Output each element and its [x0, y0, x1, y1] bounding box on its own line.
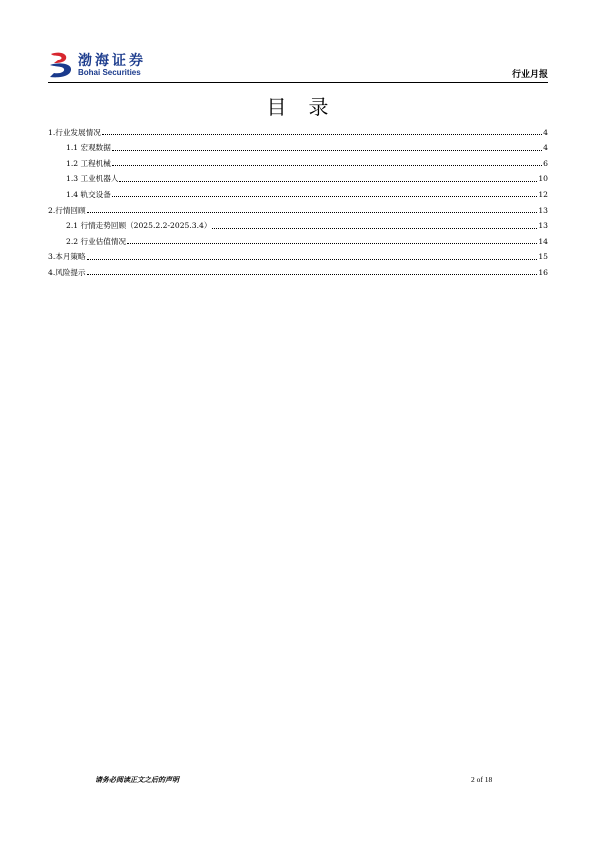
bohai-logo-icon: [48, 51, 74, 79]
toc-leader-dots: [119, 181, 537, 182]
page-number: 2 of 18: [471, 775, 493, 784]
toc-entry[interactable]: [48, 261, 548, 277]
toc-title: 目录: [266, 95, 351, 119]
toc-leader-dots: [127, 243, 537, 244]
header-divider: [48, 82, 548, 83]
toc-entry-label: 2.行情回顾: [48, 205, 86, 215]
toc-entry-page: 4: [543, 127, 548, 137]
toc-entry[interactable]: [48, 168, 548, 184]
toc-entry-label: 1.行业发展情况: [48, 127, 101, 137]
toc-leader-dots: [87, 212, 538, 213]
toc-leader-dots: [112, 165, 542, 166]
page-header: [48, 48, 548, 82]
toc-entry[interactable]: [48, 230, 548, 246]
toc-entry-page: 6: [543, 158, 548, 168]
toc-entry-page: 16: [538, 267, 548, 277]
toc-entry-label: 3.本月策略: [48, 252, 86, 262]
bohai-securities-logo: [48, 48, 178, 82]
toc-entry[interactable]: [48, 246, 548, 262]
logo-chinese-name: 渤海证券: [78, 53, 146, 69]
disclaimer-note: 请务必阅读正文之后的声明: [95, 776, 179, 784]
table-of-contents: [48, 121, 548, 277]
toc-entry-label: 1.3 工业机器人: [66, 174, 119, 184]
toc-entry[interactable]: [48, 183, 548, 199]
toc-leader-dots: [212, 228, 537, 229]
toc-entry-label: 1.2 工程机械: [66, 158, 111, 168]
report-type-label: 行业月报: [511, 70, 548, 80]
toc-entry-page: 14: [538, 236, 548, 246]
toc-entry-page: 12: [538, 189, 548, 199]
toc-entry-page: 10: [538, 174, 548, 184]
toc-leader-dots: [87, 259, 538, 260]
toc-entry[interactable]: [48, 137, 548, 153]
toc-entry-label: 2.2 行业估值情况: [66, 236, 127, 246]
toc-leader-dots: [112, 150, 542, 151]
toc-entry-label: 2.1 行情走势回顾（2025.2.2-2025.3.4）: [66, 221, 212, 231]
logo-english-name: Bohai Securities: [78, 68, 141, 77]
toc-leader-dots: [87, 274, 538, 275]
toc-leader-dots: [112, 196, 537, 197]
toc-entry-label: 1.1 宏观数据: [66, 143, 111, 153]
toc-entry-page: 15: [538, 252, 548, 262]
toc-entry-page: 13: [538, 205, 548, 215]
toc-entry[interactable]: [48, 199, 548, 215]
toc-entry-page: 13: [538, 221, 548, 231]
toc-entry[interactable]: [48, 121, 548, 137]
toc-leader-dots: [102, 134, 542, 135]
toc-entry-page: 4: [543, 143, 548, 153]
toc-entry-label: 4.风险提示: [48, 267, 86, 277]
toc-entry[interactable]: [48, 152, 548, 168]
toc-entry[interactable]: [48, 215, 548, 231]
toc-entry-label: 1.4 轨交设备: [66, 189, 111, 199]
